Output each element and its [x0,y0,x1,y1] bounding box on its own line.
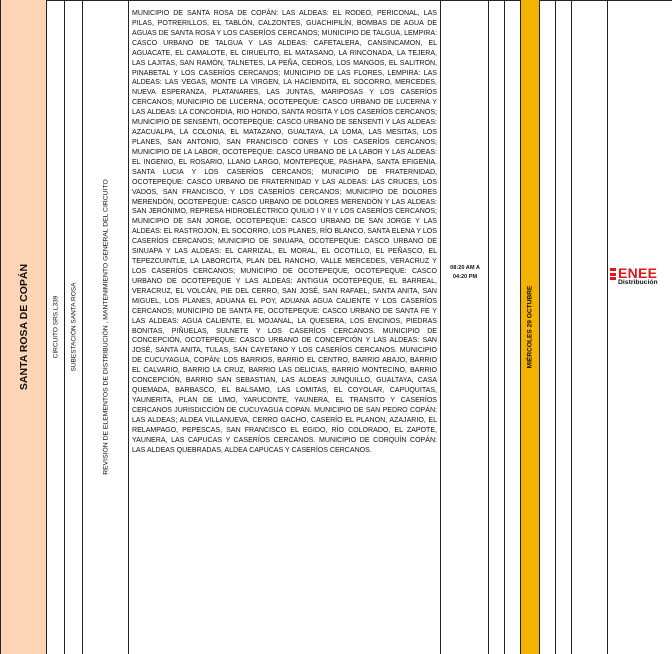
time-range [441,264,489,282]
empty-cell-1 [489,0,505,654]
time-end: 04:20 PM [452,274,478,280]
substation-cell [65,0,83,654]
affected-areas-text: MUNICIPIO DE SANTA ROSA DE COPÁN: LAS ALDEAS: EL RODEO, PERICONAL, LAS PILAS, POTRERILLOS, EL TABLÓN, CALZONTES, GUACHIPILÍN, BOMBAS DE AGUA DE AGUAS DE SANTA ROSA Y LOS CASERÍOS CERCANOS; MUNICIPIO DE TALGUA, LEMPIRA: CASCO URBANO DE TALGUA Y LAS ALDEAS: CAFETALERA, CANSINCAMON, EL AGUACATE, EL CAMALOTE, EL CIRUELITO, EL MATASANO, LA RINCONADA, LA TEJERA, LAS LAJITAS, SAN RAMÓN, TALNETES, LA PEÑA, CEDROS, LOS MANGOS, EL SALITRON, PINABETAL Y LOS CASERÍOS CERCANOS; MUNICIPIO DE LAS FLORES, LEMPIRA: LAS ALDEAS: LAS VEGAS, MONTE LA VIRGEN, LA HACIENDITA, EL SOCORRO, MERCEDES, NUEVA ESPERANZA, PLATANARES, LAS JUNTAS, MARIPOSAS Y LOS CASERÍOS CERCANOS; MUNICIPIO DE LUCERNA, OCOTEPEQUE: CASCO URBANO DE LUCERNA Y LAS ALDEAS: LA CONCORDIA, RIO HONDO, SANTA ROSITA Y LOS CASERÍOS CERCANOS; MUNICIPIO DE SENSENTI, OCOTEPEQUE: CASCO URBANO DE SENSENTI Y LAS ALDEAS: AZACUALPA, LA COLONIA, EL MATAZANO, GUALTAYA, LA LOMA, LAS MESITAS, LOS PLANES, SAN ANTONIO, SAN FRANCISCO CONES Y LOS CASERÍOS CERCANOS; MUNICIPIO DE LA LABOR, OCOTEPEQUE: CASCO URBANO DE LA LABOR Y LAS ALDEAS: EL INGENIO, EL ROSARIO, LLANO LARGO, MONTEPEQUE, PASHAPA, SANTA EFIGENIA, SANTA LUCIA Y LOS CASERÍOS CERCANOS; MUNICIPIO DE FRATERNIDAD, OCOTEPEQUE: CASCO URBANO DE FRATERNIDAD Y LAS ALDEAS: LAS CRUCES, LOS VADOS, SAN FRANCISCO, Y LOS CASERÍOS CERCANOS; MUNICIPIO DE DOLORES MERENDÓN, OCOTEPEQUE: CASCO URBANO DE DOLORES MERENDÓN Y LAS ALDEAS: SAN JERÓNIMO, REPRESA HIDROELÉCTRICO QUILIO I Y II Y LOS CASERÍOS CERCANOS; MUNICIPIO DE SAN JORGE, OCOTEPEQUE: CASCO URBANO DE SAN JORGE Y LAS ALDEAS: EL RASTROJON, EL SOCORRO, LOS PLANES, RÍO BLANCO, SANTA ELENA Y LOS CASERÍOS CERCANOS; MUNICIPIO DE SINUAPA, OCOTEPEQUE: CASCO URBANO DE SINUAPA Y LAS ALDEAS: EL CARRIZAL, EL MORAL, EL OCOTILLO, EL PEÑASCO, EL TEPEZCUINTLE, LA LABORCITA, PLAN DEL RANCHO, VALLE MERCEDES, VERACRUZ Y LOS CASERÍOS CERCANOS; MUNICIPIO DE OCOTEPEQUE, OCOTEPEQUE: CASCO URBANO DE OCOTEPEQUE Y LAS ALDEAS: ANTIGUA OCOTEPEQUE, EL BARREAL, VERACRUZ, EL VOLCÁN, PIE DEL CERRO, SAN JOSÉ, SAN RAFAEL, SANTA ANITA, SAN MIGUEL, LOS PLANES, ADUANA EL POY, ADUANA AGUA CALIENTE Y LOS CASERÍOS CERCANOS; MUNICIPIO DE SANTA FE, OCOTEPEQUE: CASCO URBANO DE SANTA FE Y LAS ALDEAS: AGUA CALIENTE, EL MOJANAL, LA QUESERA, LOS ENCINOS, PIEDRAS BONITAS, PIÑUELAS, SULNETE Y LOS CASERÍOS CERCANOS. MUNICIPIO DE CONCEPCIÓN, OCOTEPEQUE: CASCO URBANO DE CONCEPCIÓN Y LAS ALDEAS: SAN JOSÉ, SANTA ANITA, TULAS, SAN CAYETANO Y LOS CASERÍOS CERCANOS. MUNICIPIO DE CUCUYAGUA, COPÁN: LOS BARRIOS, BARRIO EL CENTRO, BARRIO ABAJO, BARRIO EL CALVARIO, BARRIO LA CRUZ, BARRIO LAS DELICIAS, BARRIO MONTECINO, BARRIO CONCEPCIÓN, BARRIO SAN SEBASTIAN, LAS ALDEAS JUNQUILLO, GUALTAYA, CASA QUEMADA, BARBASCO, EL BALSAMO, LAS LOMITAS, EL COYOLAR, CAPUQUITAS, YAUNERITA, PLAN DE LIMO, YARUCONTE, YAUNERA, EL TRANSITO Y CASERÍOS CERCANOS JURISDICCIÓN DE CUCUYAGUA COPAN. MUNICIPIO DE SAN PEDRO COPÁN: LAS ALDEAS; ALDEA VILLANUEVA, CERRO GACHO, CASERÍO EL PLANON, AZAJARIO, EL RELAMPAGO, PEPESCAS, SAN FRANCISCO EL EGIDO, RÍO COLORADO, EL ZAPOTE, YAUNERA, LAS CAPUCAS Y CASERÍOS CERCANOS. MUNICIPIO DE CORQUÍN COPÁN: LAS ALDEAS QUEBRADAS, ALDEA CAPUCAS Y CASERÍOS CERCANOS. [132,10,437,454]
region-cell [0,0,47,654]
region-label: SANTA ROSA DE COPÁN [17,263,30,391]
date-label: MIÉRCOLES 29 OCTUBRE [526,285,534,369]
empty-cell-5 [572,0,608,654]
logo-name: ENEE [618,265,658,281]
substation-label: SUBESTACIÓN SANTA ROSA [70,282,77,372]
empty-cell-3 [540,0,556,654]
time-start: 08:20 AM A [450,265,480,271]
empty-cell-4 [556,0,572,654]
date-cell [521,0,540,654]
affected-areas-cell [129,0,441,654]
logo-cell [608,0,672,654]
activity-label: REVISIÓN DE ELEMENTOS DE DISTRIBUCIÓN , MANTENIMIENTO GENERAL DEL CIRCUITO [102,179,109,475]
empty-cell-2 [505,0,521,654]
logo-subtitle: Distribución [618,279,658,286]
circuit-label: CIRCUITO SRS L339 [52,295,59,359]
activity-cell [83,0,129,654]
enee-logo [610,266,670,292]
circuit-cell [47,0,65,654]
time-cell [441,0,489,654]
logo-bars-icon [610,268,616,282]
